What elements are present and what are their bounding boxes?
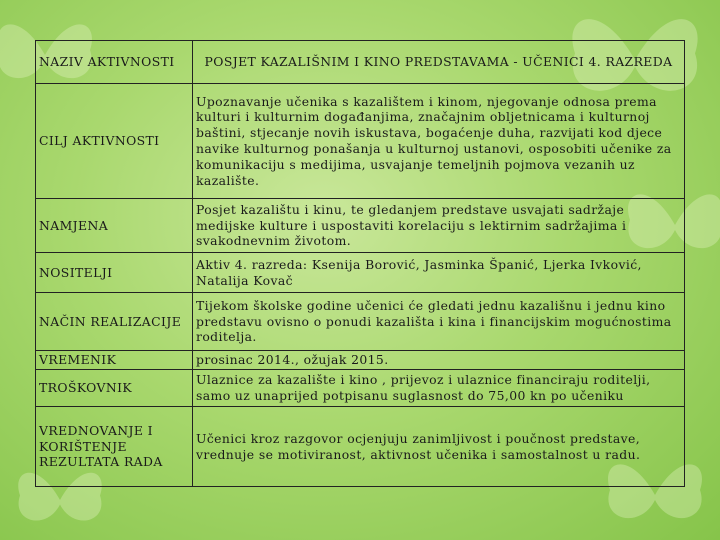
table-row [36,293,685,351]
value-troskovnik: Ulaznice za kazalište i kino , prijevoz i ulaznice financiraju roditelji, samo uz unaprijed potpisanu suglasnost do 75,00 kn po učeniku [193,370,685,407]
table-row [36,407,685,487]
label-namjena: NAMJENA [36,199,193,253]
table-row [36,41,685,84]
label-nacin-realizacije: NAČIN REALIZACIJE [36,293,193,351]
value-nositelji: Aktiv 4. razreda: Ksenija Borović, Jasminka Španić, Ljerka Ivković, Natalija Kovač [193,253,685,293]
value-vremenik: prosinac 2014., ožujak 2015. [193,351,685,370]
table-row [36,84,685,199]
label-cilj: CILJ AKTIVNOSTI [36,84,193,199]
label-naziv: NAZIV AKTIVNOSTI [36,41,193,84]
table-row [36,199,685,253]
value-cilj: Upoznavanje učenika s kazalištem i kinom, njegovanje odnosa prema kulturi i kulturnim događanjima, značajnim obljetnicama i kulturnoj baštini, stjecanje novih iskustava, bogaćenje duha, razvijati kod djece navike kulturnog ponašanja u kulturnoj ustanovi, osposobiti učenike za komunikaciju s medijima, usvajanje temeljnih pojmova vezanih uz kazalište. [193,84,685,199]
value-namjena: Posjet kazalištu i kinu, te gledanjem predstave usvajati sadržaje medijske kulture i uspostaviti korelaciju s lektirnim sadržajima i svakodnevnim životom. [193,199,685,253]
label-vremenik: VREMENIK [36,351,193,370]
value-vrednovanje: Učenici kroz razgovor ocjenjuju zanimljivost i poučnost predstave, vrednuje se motiviranost, aktivnost učenika i samostalnost u radu. [193,407,685,487]
value-nacin-realizacije: Tijekom školske godine učenici će gledati jednu kazališnu i jednu kino predstavu ovisno o ponudi kazališta i kina i financijskim mogućnostima roditelja. [193,293,685,351]
table-row [36,351,685,370]
value-naziv: POSJET KAZALIŠNIM I KINO PREDSTAVAMA - UČENICI 4. RAZREDA [193,41,685,84]
activity-plan-table [35,40,685,487]
table-row [36,253,685,293]
table-row [36,370,685,407]
label-nositelji: NOSITELJI [36,253,193,293]
label-troskovnik: TROŠKOVNIK [36,370,193,407]
label-vrednovanje: VREDNOVANJE I KORIŠTENJE REZULTATA RADA [36,407,193,487]
